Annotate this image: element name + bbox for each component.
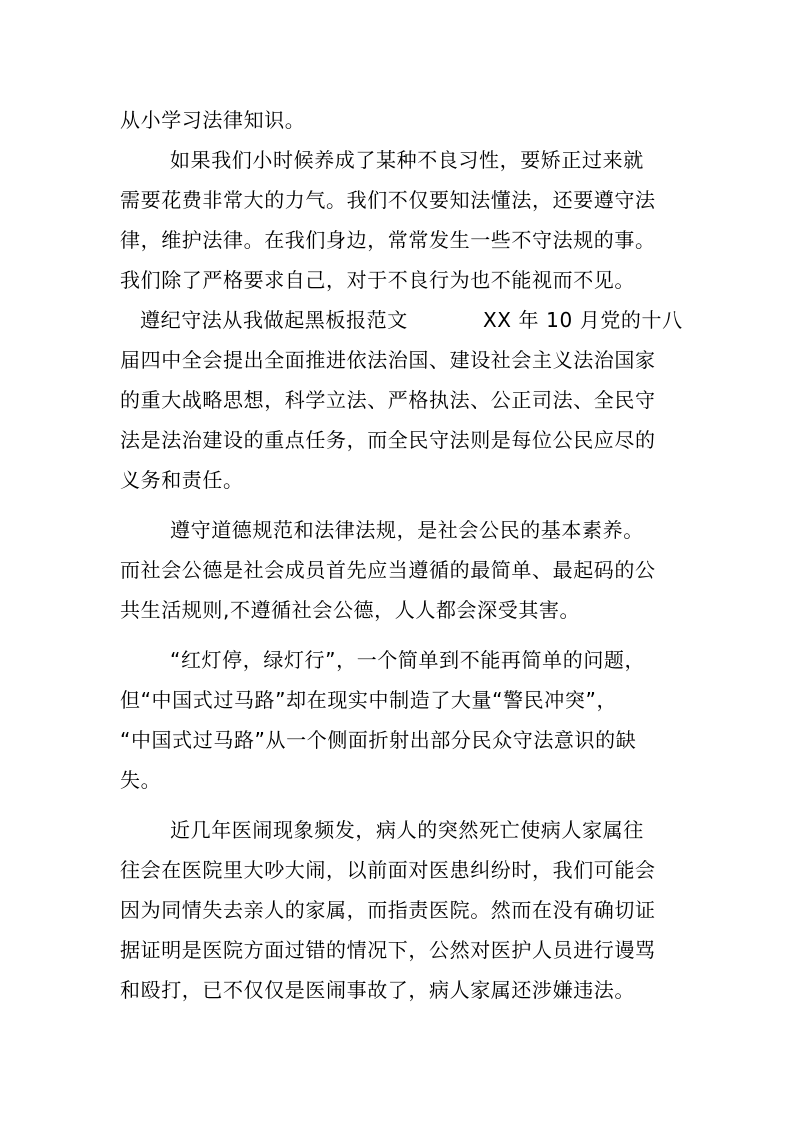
paragraph-line-20: 和殴打，已不仅仅是医闹事故了，病人家属还涉嫌违法。 — [120, 978, 635, 1002]
paragraph-line-16: 近几年医闹现象频发，病人的突然死亡使病人家属往 — [170, 818, 644, 842]
paragraph-line-9: 遵守道德规范和法律法规，是社会公民的基本素养。 — [170, 518, 644, 542]
paragraph-line-17: 往会在医院里大吵大闹，以前面对医患纠纷时，我们可能会 — [120, 858, 656, 882]
paragraph-line-7: 法是法治建设的重点任务，而全民守法则是每位公民应尽的 — [120, 428, 656, 452]
paragraph-line-2: 需要花费非常大的力气。我们不仅要知法懂法，还要遵守法 — [120, 188, 656, 212]
paragraph-line-18: 因为同情失去亲人的家属，而指责医院。然而在没有确切证 — [120, 898, 656, 922]
paragraph-line-19: 据证明是医院方面过错的情况下，公然对医护人员进行谩骂 — [120, 938, 656, 962]
paragraph-line-15: 失。 — [120, 768, 162, 792]
paragraph-line-1: 如果我们小时候养成了某种不良习性，要矫正过来就 — [170, 148, 644, 172]
paragraph-line-8: 义务和责任。 — [120, 468, 244, 492]
section-title: 遵纪守法从我做起黑板报范文 — [140, 308, 408, 332]
paragraph-line-3: 律，维护法律。在我们身边，常常发生一些不守法规的事。 — [120, 228, 656, 252]
paragraph-line-11: 共生活规则,不遵循社会公德，人人都会深受其害。 — [120, 598, 581, 622]
paragraph-line-14: “中国式过马路”从一个侧面折射出部分民众守法意识的缺 — [120, 728, 637, 752]
paragraph-line-6: 的重大战略思想，科学立法、严格执法、公正司法、全民守 — [120, 388, 656, 412]
paragraph-line-13: 但“中国式过马路”却在现实中制造了大量“警民冲突”， — [120, 688, 618, 712]
paragraph-line-5: 届四中全会提出全面推进依法治国、建设社会主义法治国家 — [120, 348, 656, 372]
paragraph-line-12: “红灯停，绿灯行”，一个简单到不能再简单的问题， — [170, 648, 646, 672]
date-text: XX 年 10 月党的十八 — [483, 308, 683, 332]
paragraph-line-4: 我们除了严格要求自己，对于不良行为也不能视而不见。 — [120, 268, 635, 292]
body-line-1: 从小学习法律知识。 — [120, 108, 306, 132]
paragraph-line-10: 而社会公德是社会成员首先应当遵循的最简单、最起码的公 — [120, 558, 656, 582]
